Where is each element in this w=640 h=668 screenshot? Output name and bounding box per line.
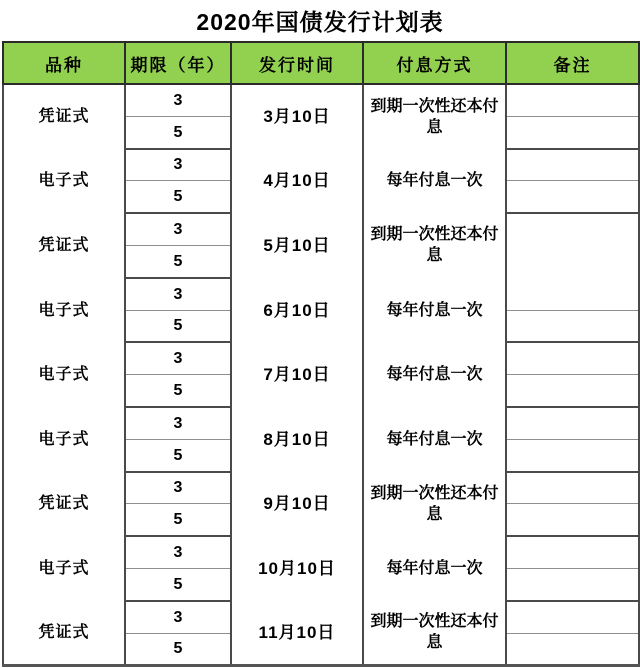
term-cell: 5	[125, 568, 231, 600]
header-row	[3, 42, 639, 84]
note-cell	[506, 375, 639, 407]
term-cell: 3	[125, 84, 231, 116]
variety-cell: 电子式	[3, 407, 125, 472]
date-cell: 5月10日	[231, 213, 363, 278]
term-cell: 3	[125, 536, 231, 568]
term-cell: 5	[125, 375, 231, 407]
note-cell	[506, 504, 639, 536]
term-cell: 5	[125, 181, 231, 213]
payment-cell: 到期一次性还本付息	[363, 472, 506, 537]
note-cell	[506, 149, 639, 181]
table-row	[3, 472, 639, 504]
date-cell: 11月10日	[231, 601, 363, 666]
table-row	[3, 407, 639, 439]
date-cell: 3月10日	[231, 84, 363, 149]
page-title: 2020年国债发行计划表	[196, 9, 444, 35]
variety-cell: 电子式	[3, 342, 125, 407]
payment-cell: 每年付息一次	[363, 407, 506, 472]
payment-cell: 每年付息一次	[363, 536, 506, 601]
table-row	[3, 342, 639, 374]
note-cell	[506, 407, 639, 439]
variety-cell: 电子式	[3, 278, 125, 343]
payment-cell: 到期一次性还本付息	[363, 84, 506, 149]
note-cell	[506, 568, 639, 600]
note-cell	[506, 439, 639, 471]
note-cell	[506, 601, 639, 633]
variety-cell: 凭证式	[3, 601, 125, 666]
date-cell: 9月10日	[231, 472, 363, 537]
table-row	[3, 213, 639, 245]
payment-cell: 每年付息一次	[363, 149, 506, 214]
term-cell: 5	[125, 245, 231, 277]
col-header-term: 期限（年）	[125, 42, 231, 84]
term-cell: 5	[125, 310, 231, 342]
variety-cell: 凭证式	[3, 84, 125, 149]
note-cell	[506, 342, 639, 374]
term-cell: 5	[125, 439, 231, 471]
note-cell	[506, 310, 639, 342]
payment-cell: 到期一次性还本付息	[363, 213, 506, 278]
term-cell: 5	[125, 116, 231, 148]
term-cell: 3	[125, 407, 231, 439]
payment-cell: 到期一次性还本付息	[363, 601, 506, 666]
note-cell	[506, 633, 639, 665]
term-cell: 3	[125, 472, 231, 504]
date-cell: 8月10日	[231, 407, 363, 472]
col-header-variety: 品种	[3, 42, 125, 84]
table-row	[3, 601, 639, 633]
bond-issuance-table	[2, 41, 640, 667]
term-cell: 3	[125, 601, 231, 633]
note-cell-merged	[506, 213, 639, 278]
table-row	[3, 278, 639, 310]
note-cell	[506, 181, 639, 213]
col-header-payment: 付息方式	[363, 42, 506, 84]
term-cell: 3	[125, 342, 231, 374]
date-cell: 6月10日	[231, 278, 363, 343]
note-cell	[506, 116, 639, 148]
note-cell	[506, 84, 639, 116]
date-cell: 10月10日	[231, 536, 363, 601]
term-cell: 5	[125, 633, 231, 665]
table-row	[3, 84, 639, 116]
variety-cell: 凭证式	[3, 213, 125, 278]
variety-cell: 凭证式	[3, 472, 125, 537]
note-cell	[506, 536, 639, 568]
payment-cell: 每年付息一次	[363, 342, 506, 407]
variety-cell: 电子式	[3, 149, 125, 214]
term-cell: 3	[125, 278, 231, 310]
note-cell	[506, 472, 639, 504]
payment-cell: 每年付息一次	[363, 278, 506, 343]
table-row	[3, 536, 639, 568]
term-cell: 5	[125, 504, 231, 536]
term-cell: 3	[125, 149, 231, 181]
term-cell: 3	[125, 213, 231, 245]
date-cell: 4月10日	[231, 149, 363, 214]
note-cell	[506, 278, 639, 310]
col-header-date: 发行时间	[231, 42, 363, 84]
variety-cell: 电子式	[3, 536, 125, 601]
col-header-note: 备注	[506, 42, 639, 84]
table-row	[3, 149, 639, 181]
date-cell: 7月10日	[231, 342, 363, 407]
